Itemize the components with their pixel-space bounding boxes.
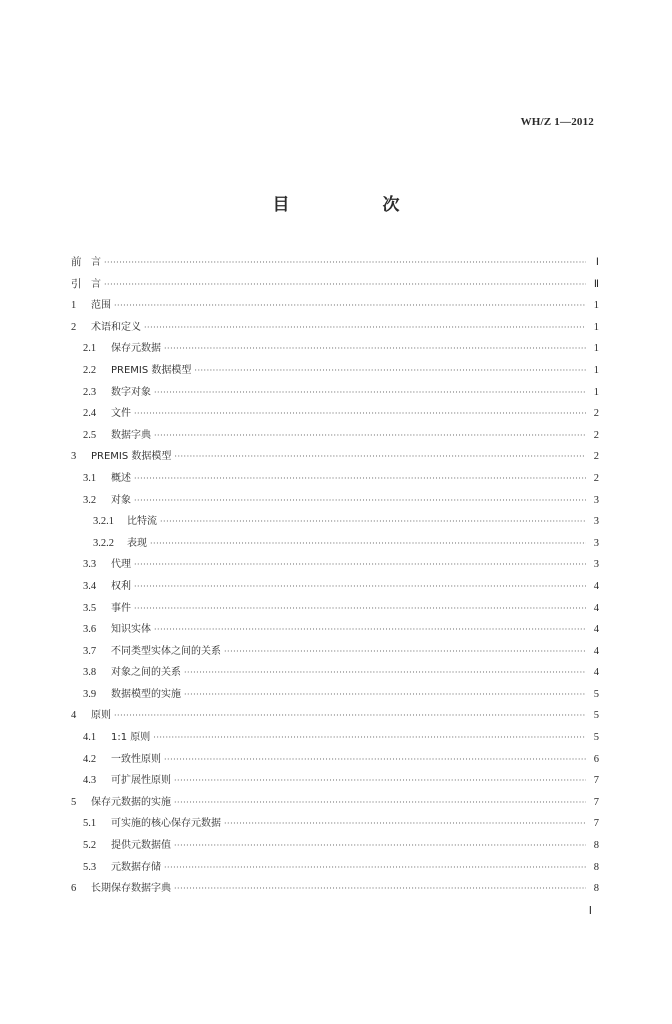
toc-entry-number: 2.2 [83,364,97,376]
toc-entry-page: 3 [593,516,599,528]
toc-entry-page: 2 [593,472,599,484]
toc-entry-number: 5 [71,796,77,808]
toc-dot-leader [114,705,586,727]
toc-dot-leader [164,749,586,771]
toc-entry-number: 4.3 [83,775,97,787]
footer-page-number: Ⅰ [588,905,592,917]
toc-entry[interactable] [71,641,599,663]
toc-entry-number: 3.4 [83,580,97,592]
toc-entry-title: 不同类型实体之间的关系 [111,645,221,657]
toc-entry-number: 3.8 [83,667,97,679]
toc-dot-leader [154,425,586,447]
toc-dot-leader [184,662,586,684]
toc-entry-page: 3 [593,537,599,549]
toc-entry[interactable] [71,835,599,857]
toc-dot-leader [134,403,586,425]
toc-entry-title: 知识实体 [111,624,151,636]
toc-entry-number: 3.2.1 [93,516,114,528]
toc-entry-page: 1 [593,386,599,398]
toc-entry[interactable] [71,705,599,727]
toc-entry-page: 1 [593,343,599,355]
toc-entry[interactable] [71,274,599,296]
toc-entry[interactable] [71,598,599,620]
toc-entry-title: 言 [91,278,101,290]
toc-entry[interactable] [71,252,599,274]
toc-entry-page: 4 [593,667,599,679]
toc-entry-number: 5.2 [83,840,97,852]
toc-entry[interactable] [71,770,599,792]
toc-dot-leader [150,533,586,555]
toc-entry-title: 一致性原则 [111,753,161,765]
toc-entry-title: 对象 [111,494,131,506]
toc-entry-number: 4 [71,710,77,722]
toc-entry-page: 3 [593,494,599,506]
toc-entry-page: 7 [593,775,599,787]
toc-entry-number: 3.1 [83,472,97,484]
toc-entry[interactable] [71,792,599,814]
toc-entry-title: 保存元数据 [111,343,161,355]
toc-entry-number: 6 [71,883,77,895]
toc-dot-leader [174,835,586,857]
toc-entry-title: 1:1 原则 [111,732,151,744]
toc-dot-leader [144,317,586,339]
toc-entry-title: 数据模型的实施 [111,688,181,700]
toc-entry-title: 数据字典 [111,429,151,441]
toc-dot-leader [224,641,586,663]
toc-dot-leader [154,619,586,641]
toc-entry[interactable] [71,576,599,598]
toc-dot-leader [134,598,586,620]
toc-entry-page: 6 [593,753,599,765]
toc-entry-page: 2 [593,451,599,463]
toc-entry-number: 3.2 [83,494,97,506]
toc-entry-title: 文件 [111,408,131,420]
toc-entry-page: 5 [593,688,599,700]
toc-entry-page: 8 [593,861,599,873]
toc-entry[interactable] [71,878,599,900]
toc-entry[interactable] [71,317,599,339]
toc-entry-number: 3.6 [83,624,97,636]
toc-entry[interactable] [71,684,599,706]
toc-entry[interactable] [71,382,599,404]
toc-entry-number: 2.1 [83,343,97,355]
toc-entry-page: 7 [593,796,599,808]
toc-entry-number: 引 [71,278,82,290]
toc-dot-leader [224,813,586,835]
toc-entry[interactable] [71,360,599,382]
toc-entry-number: 前 [71,257,82,268]
toc-entry-title: 权利 [111,580,131,592]
toc-entry-number: 2.4 [83,408,97,420]
toc-entry[interactable] [71,295,599,317]
toc-entry-page: 4 [593,580,599,592]
toc-entry-page: 4 [593,645,599,657]
toc-entry-number: 5.3 [83,861,97,873]
toc-dot-leader [134,468,586,490]
toc-entry[interactable] [71,727,599,749]
toc-entry-title: 概述 [111,472,131,484]
toc-entry-page: 5 [593,732,599,744]
toc-title: 目 次 [272,195,438,215]
toc-entry-page: 7 [593,818,599,830]
toc-dot-leader [164,857,586,879]
toc-entry-title: 范围 [91,300,111,312]
toc-entry-title: 比特流 [127,516,157,528]
toc-entry[interactable] [71,338,599,360]
toc-entry-number: 5.1 [83,818,97,830]
toc-entry-page: 8 [593,883,599,895]
toc-entry-number: 3.3 [83,559,97,571]
toc-entry-title: 保存元数据的实施 [91,796,171,808]
standard-code: WH/Z 1—2012 [520,116,594,128]
toc-dot-leader [154,382,586,404]
toc-entry-page: 1 [593,364,599,376]
toc-dot-leader [114,295,586,317]
table-of-contents [71,252,599,900]
toc-entry-number: 2.5 [83,429,97,441]
toc-entry[interactable] [71,662,599,684]
toc-entry[interactable] [71,619,599,641]
toc-dot-leader [134,576,586,598]
toc-entry-page: 2 [593,408,599,420]
toc-entry-title: 对象之间的关系 [111,667,181,679]
toc-entry[interactable] [71,425,599,447]
toc-dot-leader [104,252,586,274]
toc-entry-number: 2.3 [83,386,97,398]
toc-entry[interactable] [71,857,599,879]
toc-entry-number: 3.9 [83,688,97,700]
toc-entry[interactable] [71,446,599,468]
toc-entry-page: Ⅱ [593,278,599,290]
toc-entry-number: 3.5 [83,602,97,614]
toc-dot-leader [160,511,586,533]
toc-entry-title: 表现 [127,537,147,549]
toc-dot-leader [104,274,586,296]
toc-dot-leader [153,727,586,749]
toc-entry-number: 4.1 [83,732,97,744]
toc-entry[interactable] [71,403,599,425]
toc-entry-title: 事件 [111,602,131,614]
toc-entry-title: 可实施的核心保存元数据 [111,818,221,830]
toc-entry-number: 3 [71,451,77,463]
toc-entry-title: 言 [91,257,101,268]
toc-entry-page: 8 [593,840,599,852]
toc-entry-page: 3 [593,559,599,571]
toc-dot-leader [174,792,586,814]
toc-dot-leader [134,554,586,576]
toc-entry[interactable] [71,749,599,771]
toc-entry-page: 4 [593,624,599,636]
toc-entry[interactable] [71,533,599,555]
toc-entry[interactable] [71,468,599,490]
toc-entry-title: 可扩展性原则 [111,775,171,787]
toc-entry-title: PREMIS 数据模型 [91,451,172,463]
toc-dot-leader [194,360,586,382]
toc-entry-page: Ⅰ [595,257,599,268]
toc-entry-title: 长期保存数据字典 [91,883,171,895]
toc-dot-leader [164,338,586,360]
toc-entry-title: 原则 [91,710,111,722]
toc-dot-leader [174,878,586,900]
toc-dot-leader [184,684,586,706]
toc-entry[interactable] [71,813,599,835]
toc-entry-number: 3.2.2 [93,537,114,549]
toc-entry-number: 4.2 [83,753,97,765]
toc-entry-page: 2 [593,429,599,441]
toc-entry-title: PREMIS 数据模型 [111,364,192,376]
toc-entry-page: 5 [593,710,599,722]
toc-entry-page: 4 [593,602,599,614]
toc-entry-title: 数字对象 [111,386,151,398]
toc-entry-title: 元数据存储 [111,861,161,873]
toc-dot-leader [174,446,586,468]
toc-entry[interactable] [71,490,599,512]
toc-dot-leader [174,770,586,792]
toc-entry-page: 1 [593,321,599,333]
toc-entry-number: 2 [71,321,77,333]
toc-entry-page: 1 [593,300,599,312]
toc-dot-leader [134,490,586,512]
toc-entry-number: 3.7 [83,645,97,657]
toc-entry[interactable] [71,554,599,576]
toc-entry[interactable] [71,511,599,533]
toc-entry-number: 1 [71,300,77,312]
toc-entry-title: 提供元数据值 [111,840,171,852]
toc-entry-title: 术语和定义 [91,321,141,333]
toc-entry-title: 代理 [111,559,131,571]
